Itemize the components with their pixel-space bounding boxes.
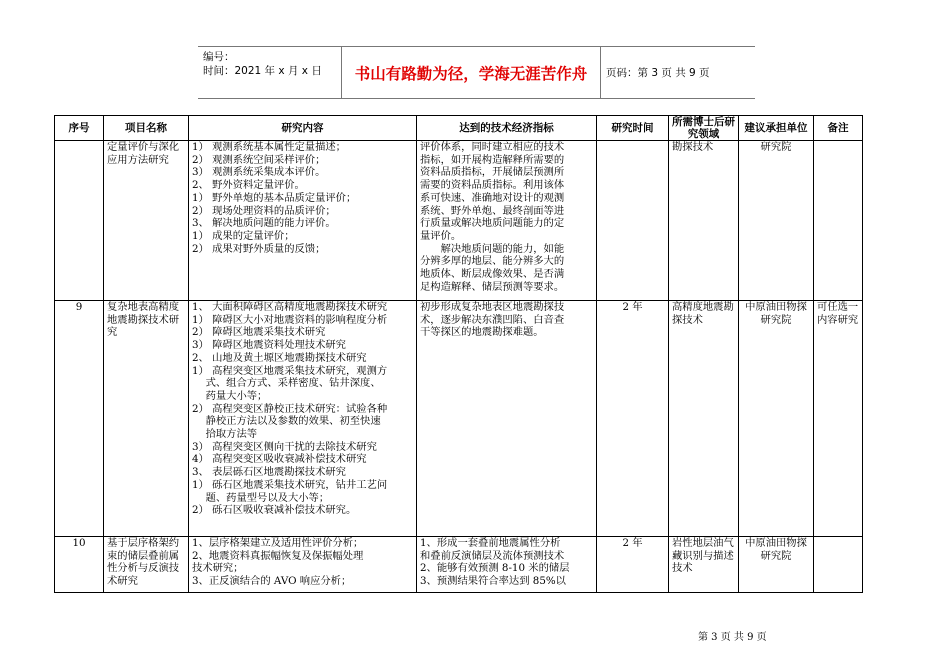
content-line: 1、 大面积障碍区高精度地震勘探技术研究	[192, 301, 388, 313]
page-footer: 第 3 页 共 9 页	[698, 632, 767, 643]
content-line: 2） 障碍区地震采集技术研究	[192, 326, 326, 339]
project-table	[54, 115, 863, 593]
indicator-line: 和叠前反演储层及流体预测技术	[420, 549, 565, 562]
header-meta	[198, 47, 341, 98]
indicator-line: 行质量或解决地质问题能力的定	[420, 217, 565, 230]
content-line: 3、 解决地质问题的能力评价。	[192, 217, 336, 230]
content-line: 2、地震资料真振幅恢复及保振幅处理	[192, 549, 364, 562]
remark	[814, 141, 863, 301]
indicator-line: 资料品质指标，开展储层预测所	[420, 166, 565, 179]
indicator-line: 干等探区的地震勘探难题。	[420, 326, 544, 339]
indicator-line: 2、能够有效预测 8-10 米的储层	[420, 562, 570, 575]
indicator-line: 指标，如开展构造解释所需要的	[420, 153, 565, 166]
content-line: 药量大小等；	[192, 389, 268, 402]
content-line: 3） 障碍区地震资料处理技术研究	[192, 339, 346, 352]
indicator-line: 分辨多厚的地层、能分辨多大的	[420, 255, 565, 268]
indicator-line: 3、预测结果符合率达到 85%以	[420, 575, 566, 588]
research-time: 2 年	[597, 301, 669, 537]
table-row	[55, 301, 863, 537]
row-number: 9	[55, 301, 104, 537]
col-header-name: 项目名称	[104, 116, 189, 141]
col-header-remark: 备注	[814, 116, 863, 141]
content-line: 式、组合方式、采样密度、钻井深度、	[192, 377, 381, 390]
content-line: 4） 高程突变区吸收衰减补偿技术研究	[192, 453, 367, 466]
content-line: 静校正方法以及参数的效果、初至快速	[192, 415, 381, 428]
indicator-line: 术，逐步解决东濮凹陷、白音查	[420, 313, 565, 326]
indicator-line: 系统、野外单炮、最终剖面等进	[420, 204, 565, 217]
suggested-unit: 中原油田物探研究院	[739, 301, 814, 537]
indicator-line: 1、形成一套叠前地震属性分析	[420, 537, 561, 549]
col-header-no: 序号	[55, 116, 104, 141]
row-number	[55, 141, 104, 301]
header-motto: 书山有路勤为径，学海无涯苦作舟	[341, 47, 601, 98]
tech-indicators	[417, 301, 597, 537]
content-line: 1） 障碍区大小对地震资料的影响程度分析	[192, 313, 388, 326]
project-name: 基于层序格架约束的储层叠前属性分析与反演技术研究	[104, 537, 189, 593]
research-time: 2 年	[597, 537, 669, 593]
indicator-line: 解决地质问题的能力，如能	[420, 242, 565, 255]
content-line: 题、药量型号以及大小等；	[192, 491, 330, 504]
content-line: 1） 观测系统基本属性定量描述；	[192, 141, 346, 153]
research-content	[189, 141, 417, 301]
content-line: 2） 观测系统空间采样评价；	[192, 153, 326, 166]
content-line: 3、 表层砾石区地震勘探技术研究	[192, 466, 346, 479]
postdoc-field: 勘探技术	[669, 141, 739, 301]
content-line: 技术研究；	[192, 562, 244, 575]
indicator-line: 初步形成复杂地表区地震勘探技	[420, 301, 565, 313]
number-label: 编号：	[203, 51, 235, 63]
content-line: 1） 野外单炮的基本品质定量评价；	[192, 191, 357, 204]
postdoc-field: 高精度地震勘探技术	[669, 301, 739, 537]
header-page-info: 页码：第 3 页 共 9 页	[606, 67, 710, 79]
content-line: 2） 成果对野外质量的反馈；	[192, 242, 326, 255]
content-line: 3） 观测系统采集成本评价。	[192, 166, 326, 179]
indicator-line: 评价体系，同时建立相应的技术	[420, 141, 565, 153]
indicator-line: 地质体、断层成像效果、是否满	[420, 268, 565, 281]
postdoc-field: 岩性地层油气藏识别与描述技术	[669, 537, 739, 593]
content-line: 1） 砾石区地震采集技术研究，钻井工艺问	[192, 478, 388, 491]
content-line: 3、正反演结合的 AVO 响应分析；	[192, 575, 352, 588]
table-header-row	[55, 116, 863, 141]
table-row	[55, 537, 863, 593]
content-line: 2、 山地及黄土塬区地震勘探技术研究	[192, 351, 367, 364]
content-line: 1） 成果的定量评价；	[192, 229, 295, 242]
indicator-line: 量评价。	[420, 229, 462, 242]
row-number: 10	[55, 537, 104, 593]
content-line: 1、层序格架建立及适用性评价分析；	[192, 537, 364, 549]
research-time	[597, 141, 669, 301]
table-row	[55, 141, 863, 301]
page-header	[198, 46, 755, 99]
col-header-field: 所需博士后研究领域	[669, 116, 739, 141]
remark	[814, 537, 863, 593]
col-header-time: 研究时间	[597, 116, 669, 141]
col-header-unit: 建议承担单位	[739, 116, 814, 141]
project-name: 复杂地表高精度地震勘探技术研究	[104, 301, 189, 537]
suggested-unit: 中原油田物探研究院	[739, 537, 814, 593]
research-content	[189, 301, 417, 537]
content-line: 2） 现场处理资料的品质评价；	[192, 204, 336, 217]
col-header-content: 研究内容	[189, 116, 417, 141]
research-content	[189, 537, 417, 593]
content-line: 1） 高程突变区地震采集技术研究，观测方	[192, 364, 388, 377]
content-line: 2、 野外资料定量评价。	[192, 179, 305, 192]
content-line: 拾取方法等	[192, 428, 258, 441]
indicator-line: 足构造解释、储层预测等要求。	[420, 280, 565, 293]
content-line: 3） 高程突变区侧向干扰的去除技术研究	[192, 440, 377, 453]
content-line: 2） 高程突变区静校正技术研究：试验各种	[192, 402, 388, 415]
indicator-line: 系可快速、准确地对设计的观测	[420, 191, 565, 204]
indicator-line: 需要的资料品质指标。利用该体	[420, 179, 565, 192]
date-line: 时间：2021 年 x 月 x 日	[203, 65, 322, 77]
col-header-indicators: 达到的技术经济指标	[417, 116, 597, 141]
suggested-unit: 研究院	[739, 141, 814, 301]
remark: 可任选一内容研究	[814, 301, 863, 537]
project-name: 定量评价与深化应用方法研究	[104, 141, 189, 301]
content-line: 2） 砾石区吸收衰减补偿技术研究。	[192, 504, 357, 517]
tech-indicators	[417, 141, 597, 301]
tech-indicators	[417, 537, 597, 593]
